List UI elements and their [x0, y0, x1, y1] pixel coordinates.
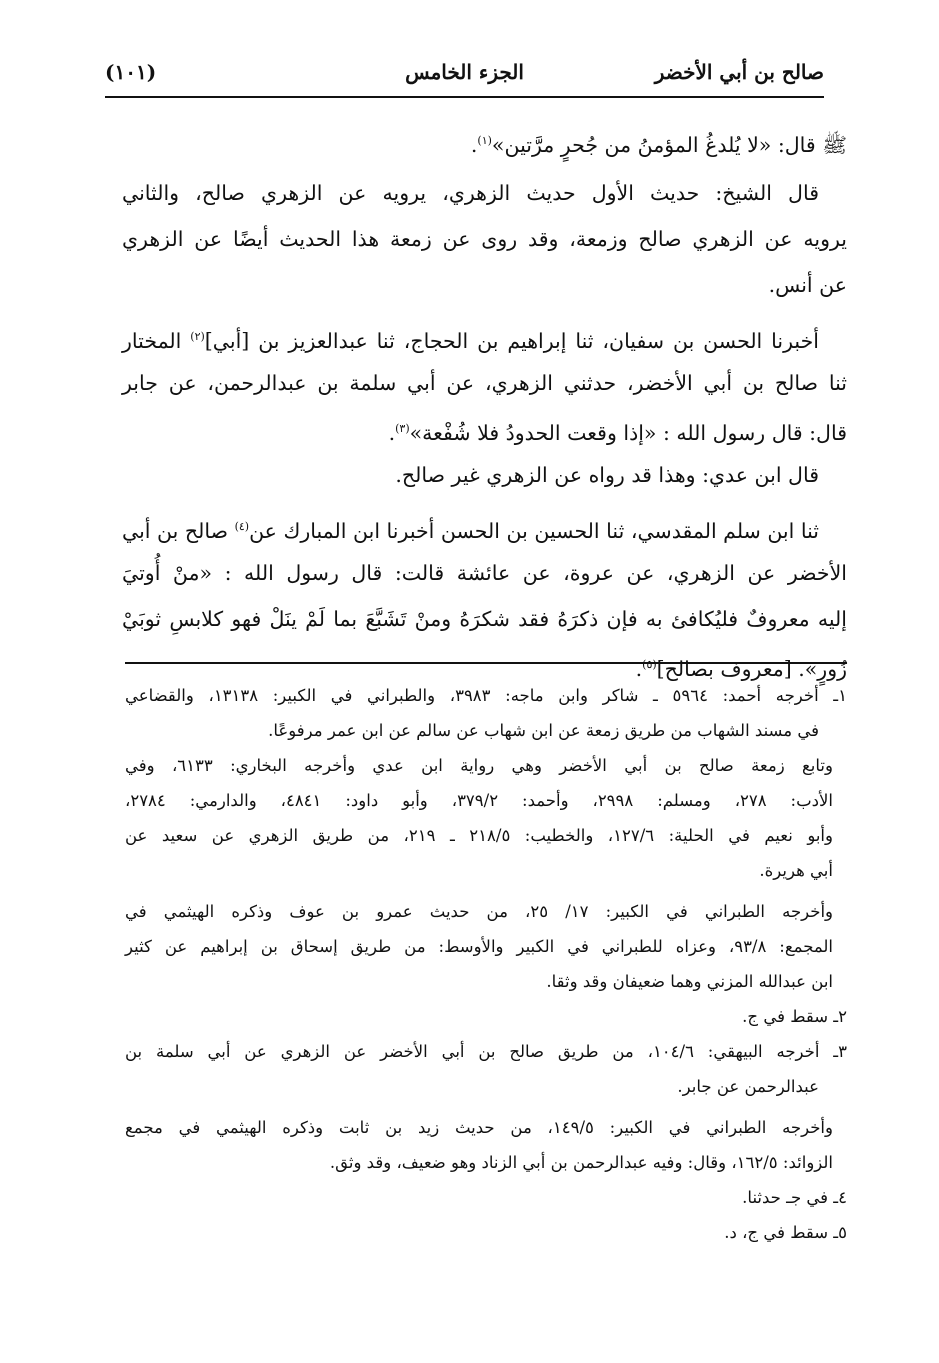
footnote-line: الأدب: ٢٧٨، ومسلم: ٢٩٩٨، وأحمد: ٣٧٩/٢، وأبو داود: ٤٨٤١، والدارمي: ٢٧٨٤، — [125, 791, 833, 810]
footnote-line: أبي هريرة. — [759, 861, 833, 880]
footnotes — [125, 678, 847, 1250]
note-ref: (٣) — [395, 422, 410, 435]
text-line: إليه معروفٌ فليُكافئ به فإن ذكرَهُ فقد شكرَهُ ومنْ تَشَبَّعَ بما لَمْ ينَلْ فهو كلابسِ ثوبَيْ — [122, 607, 847, 631]
note-ref: (٢) — [190, 330, 205, 343]
footnote-line: الزوائد: ١٦٢/٥، وقال: وفيه عبدالرحمن بن أبي الزناد وهو ضعيف، وقد وثق. — [329, 1153, 833, 1172]
footnote-line: ٣ـ أخرجه البيهقي: ١٠٤/٦، من طريق صالح بن أبي الأخضر عن الزهري عن أبي سلمة بن — [125, 1042, 847, 1061]
line-text: زُورٍ». [معروف بصالح] — [656, 656, 847, 681]
text-line: قال الشيخ: حديث الأول حديث الزهري، يرويه عن الزهري صالح، والثاني — [122, 181, 819, 205]
footnote-line: وأخرجه الطبراني في الكبير: ١٤٩/٥، من حديث زيد بن ثابت وذكره الهيثمي في مجمع — [125, 1118, 833, 1137]
footnote-line: ٢ـ سقط في ج. — [742, 1007, 847, 1026]
footnote-line: في مسند الشهاب من طريق زمعة عن ابن شهاب عن سالم عن ابن عمر مرفوعًا. — [268, 721, 819, 740]
note-ref: (٥) — [642, 658, 657, 671]
line-text-end: صالح بن أبي — [122, 518, 229, 543]
line-text-end: المختار — [122, 328, 182, 353]
line-text: أخبرنا الحسن بن سفيان، ثنا إبراهيم بن الحجاج، ثنا عبدالعزيز بن [أبي] — [204, 328, 819, 353]
running-header — [105, 58, 824, 98]
text-line: ثنا صالح بن أبي الأخضر، حدثني الزهري، عن أبي سلمة بن عبدالرحمن، عن جابر — [122, 371, 847, 395]
salla-glyph: ﷺ — [822, 132, 847, 157]
header-rule — [105, 96, 824, 98]
text-line: عن أنس. — [768, 273, 847, 297]
text-line: يرويه عن الزهري صالح وزمعة، وقد روى عن زمعة هذا الحديث أيضًا عن الزهري — [122, 227, 847, 251]
footnote-line: ابن عبدالله المزني وهما ضعيفان وقد وثقا. — [546, 972, 833, 991]
text-line: الأخضر عن الزهري، عن عروة، عن عائشة قالت: قال رسول الله : «منْ أُوتيَ — [122, 561, 847, 585]
text-line — [122, 406, 847, 452]
page-number: (١٠١) — [105, 60, 157, 84]
footnote-line: وأبو نعيم في الحلية: ١٢٧/٦، والخطيب: ٢١٨/٥ ـ ٢١٩، من طريق الزهري عن سعيد عن — [125, 826, 833, 845]
line-end: . — [470, 132, 478, 157]
footnote-line: وأخرجه الطبراني في الكبير: ١٧/ ٢٥، من حديث عمرو بن عوف وذكره الهيثمي في — [125, 902, 833, 921]
footnote-line: ٤ـ في جـ حدثنا. — [742, 1188, 847, 1207]
text-line — [122, 118, 847, 164]
header-author: صالح بن أبي الأخضر — [654, 60, 824, 84]
line-text: قال: قال رسول الله : «إذا وقعت الحدودُ فلا شُفْعة» — [409, 420, 847, 445]
footnote-line: ١ـ أخرجه أحمد: ٥٩٦٤ ـ شاكر وابن ماجه: ٣٩٨٣، والطبراني في الكبير: ١٣١٣٨، والقضاعي — [125, 686, 848, 705]
text-line: قال ابن عدي: وهذا قد رواه عن الزهري غير صالح. — [395, 463, 819, 487]
footnote-line: وتابع زمعة صالح بن أبي الأخضر وهي رواية ابن عدي وأخرجه البخاري: ٦١٣٣، وفي — [125, 756, 833, 775]
line-text: قال: «لا يُلدغُ المؤمنُ من جُحرٍ مرَّتين» — [491, 132, 816, 157]
text-line — [122, 314, 847, 360]
note-ref: (١) — [477, 134, 492, 147]
line-end: . — [635, 656, 643, 681]
line-end: . — [388, 420, 396, 445]
footnote-line: ٥ـ سقط في ج، د. — [724, 1223, 847, 1242]
main-text — [122, 118, 847, 688]
footnote-line: عبدالرحمن عن جابر. — [677, 1077, 819, 1096]
footnote-separator — [125, 662, 847, 664]
footnote-line: المجمع: ٩٣/٨، وعزاه للطبراني في الكبير والأوسط: من طريق إسحاق بن إبراهيم عن كثير — [125, 937, 833, 956]
text-line — [122, 504, 847, 550]
header-part: الجزء الخامس — [405, 60, 524, 84]
line-text: ثنا ابن سلم المقدسي، ثنا الحسين بن الحسن أخبرنا ابن المبارك عن — [249, 518, 819, 543]
note-ref: (٤) — [234, 520, 250, 533]
